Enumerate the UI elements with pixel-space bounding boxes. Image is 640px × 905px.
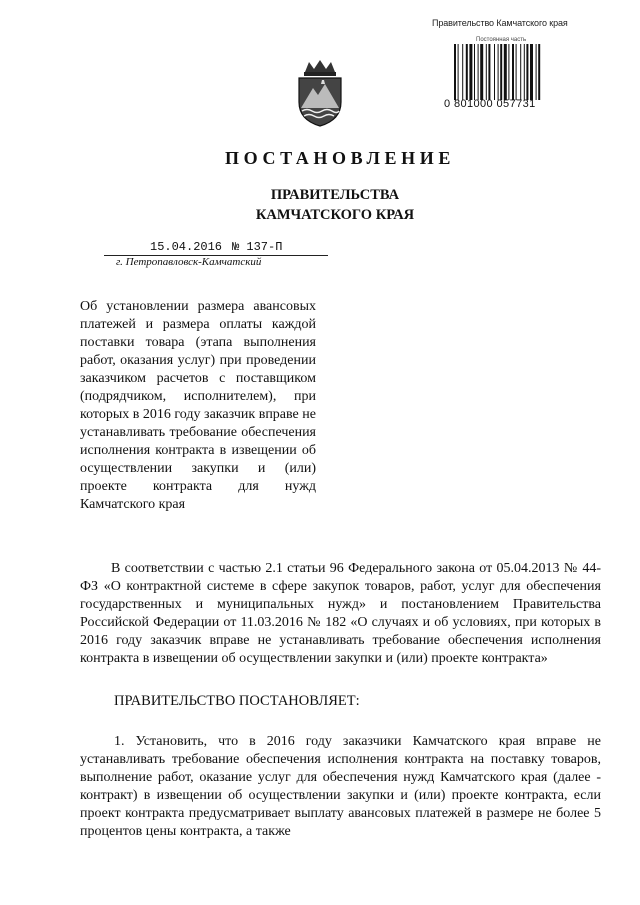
authority-line-2: КАМЧАТСКОГО КРАЯ [255,207,415,223]
decree-heading: ПРАВИТЕЛЬСТВО ПОСТАНОВЛЯЕТ: [114,693,360,709]
item-1-paragraph: 1. Установить, что в 2016 году заказчики Камчатского края вправе не устанавливать требование обеспечения исполнения контракта на поставку товаров, выполнение работ, оказание услуг для обеспечения нужд Камчатского края (далее - контракт) в извещении об осуществлении закупки и (или) проекте контракта, если проект контракта предусматривает выплату авансовых платежей в размере не более 5 процентов цены контракта, а также [80,734,601,839]
document-date: 15.04.2016 [150,240,223,254]
preamble-paragraph: В соответствии с частью 2.1 статьи 96 Федерального закона от 05.04.2013 № 44-ФЗ «О контрактной системе в сфере закупок товаров, работ, услуг для обеспечения государственных и муниципальных нужд» и постановлением Правительства Российской Федерации от 11.03.2016 № 182 «О случаях и об условиях, при которых в 2016 году заказчик вправе не устанавливать требование обеспечения исполнения контракта в извещении об осуществлении закупки и (или) проекте контракта» [80,561,601,666]
authority-line-1: ПРАВИТЕЛЬСТВА [270,187,400,203]
document-type-heading: ПОСТАНОВЛЕНИЕ [225,148,455,168]
document-number: № 137-П [232,240,283,254]
document-city: г. Петропавловск-Камчатский [116,256,262,268]
barcode-icon [454,44,582,100]
stamp-organization: Правительство Камчатского края [432,18,568,28]
document-title: Об установлении размера авансовых платежей и размера оплаты каждой поставки товара (этапа выполнения работ, оказания услуг) при проведении заказчиком расчетов с поставщиком (подрядчиком, исполнителем), при которых в 2016 году заказчик вправе не устанавливать требование обеспечения исполнения контракта в извещении об осуществлении закупки и (или) проекте контракта для нужд Камчатского края [80,299,316,512]
date-number-line [104,238,336,258]
kamchatka-coat-of-arms-icon [291,58,349,128]
issuing-authority [0,185,640,225]
stamp-part-label: Постоянная часть [476,37,527,43]
barcode-number: 0 801000 057731 [444,98,536,110]
registration-stamp [432,18,584,110]
